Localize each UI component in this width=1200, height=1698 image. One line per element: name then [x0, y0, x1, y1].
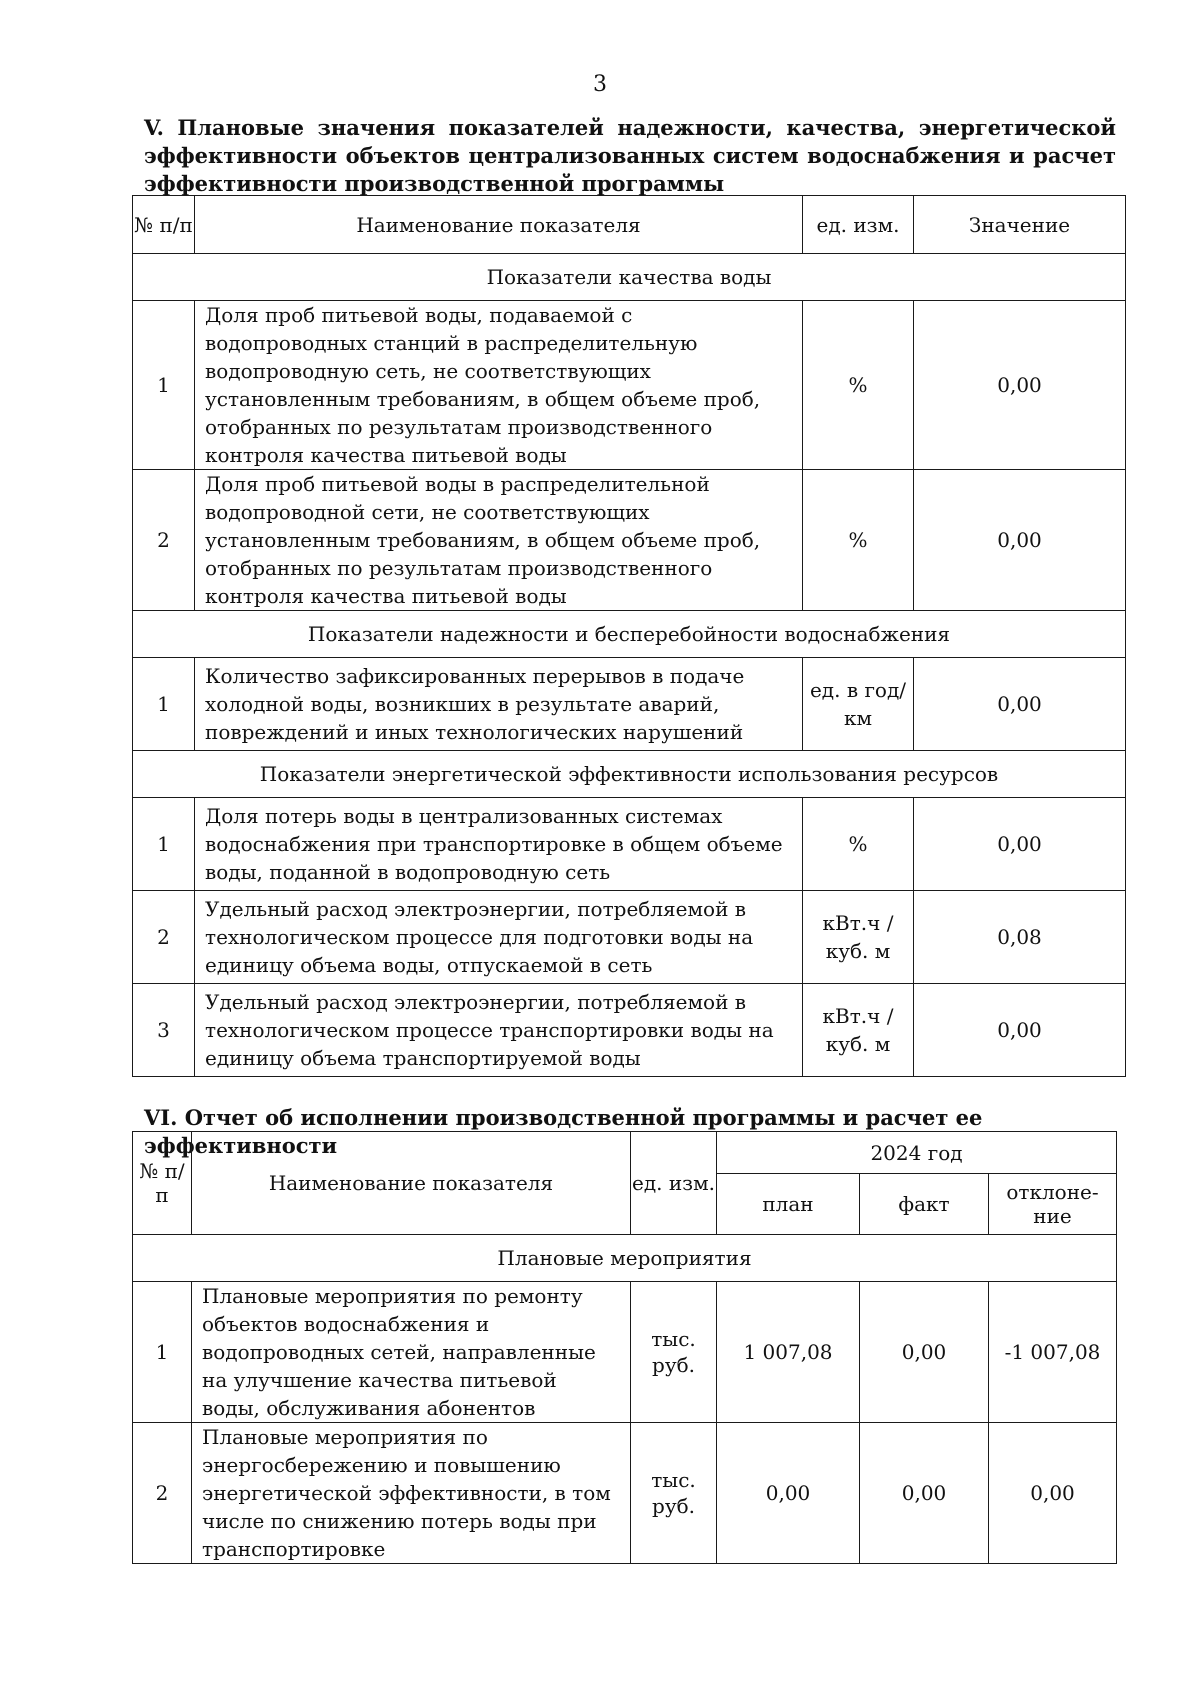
- row-value: 0,00: [914, 470, 1126, 611]
- table-header-row: [133, 196, 1126, 254]
- row-plan: 1 007,08: [717, 1282, 860, 1423]
- row-plan: 0,00: [717, 1423, 860, 1564]
- row-num: 1: [133, 301, 195, 470]
- group-title: Показатели надежности и бесперебойности водоснабжения: [133, 611, 1126, 658]
- row-unit: кВт.ч / куб. м: [803, 984, 914, 1077]
- header-name: Наименование показателя: [195, 196, 803, 254]
- row-name: Удельный расход электроэнергии, потребляемой в технологическом процессе транспортировки воды на единицу объема транспортируемой воды: [195, 984, 803, 1077]
- header-unit: ед. изм.: [631, 1132, 717, 1235]
- row-fact: 0,00: [860, 1282, 989, 1423]
- group-title: Показатели энергетической эффективности использования ресурсов: [133, 751, 1126, 798]
- group-title: Показатели качества воды: [133, 254, 1126, 301]
- header-num: № п/п: [133, 1132, 192, 1235]
- section-5-heading: [144, 114, 1116, 198]
- row-value: 0,00: [914, 658, 1126, 751]
- section-5-heading-line: эффективности производственной программы: [144, 171, 725, 196]
- row-num: 3: [133, 984, 195, 1077]
- row-unit: тыс. руб.: [631, 1282, 717, 1423]
- page-number: 3: [593, 72, 607, 97]
- header-num: № п/п: [133, 196, 195, 254]
- row-unit: %: [803, 301, 914, 470]
- row-num: 2: [133, 1423, 192, 1564]
- row-num: 2: [133, 470, 195, 611]
- header-year: 2024 год: [717, 1132, 1117, 1174]
- group-row: [133, 751, 1126, 798]
- row-unit: %: [803, 470, 914, 611]
- row-name: Доля проб питьевой воды в распределительной водопроводной сети, не соответствующих установленным требованиям, в общем объеме проб, отобранных по результатам производственного контроля качества питьевой воды: [195, 470, 803, 611]
- row-name: Количество зафиксированных перерывов в подаче холодной воды, возникших в результате аварий, повреждений и иных технологических нарушений: [195, 658, 803, 751]
- group-title: Плановые мероприятия: [133, 1235, 1117, 1282]
- row-value: 0,00: [914, 798, 1126, 891]
- table-row: [133, 891, 1126, 984]
- header-plan: план: [717, 1174, 860, 1235]
- section-5-heading-line: эффективности объектов централизованных систем водоснабжения и расчет: [144, 143, 1116, 168]
- indicators-table: [132, 195, 1126, 1077]
- header-deviation: отклоне-ние: [989, 1174, 1117, 1235]
- row-unit: тыс. руб.: [631, 1423, 717, 1564]
- table-row: [133, 658, 1126, 751]
- table-header-row: [133, 1132, 1117, 1174]
- row-num: 1: [133, 658, 195, 751]
- row-unit: кВт.ч / куб. м: [803, 891, 914, 984]
- row-deviation: 0,00: [989, 1423, 1117, 1564]
- table-row: [133, 1282, 1117, 1423]
- header-fact: факт: [860, 1174, 989, 1235]
- header-value: Значение: [914, 196, 1126, 254]
- row-deviation: -1 007,08: [989, 1282, 1117, 1423]
- group-row: [133, 611, 1126, 658]
- row-unit: %: [803, 798, 914, 891]
- row-name: Доля потерь воды в централизованных системах водоснабжения при транспортировке в общем объеме воды, поданной в водопроводную сеть: [195, 798, 803, 891]
- row-fact: 0,00: [860, 1423, 989, 1564]
- header-unit: ед. изм.: [803, 196, 914, 254]
- row-num: 2: [133, 891, 195, 984]
- table-row: [133, 1423, 1117, 1564]
- table-row: [133, 470, 1126, 611]
- row-name: Доля проб питьевой воды, подаваемой с водопроводных станций в распределительную водопроводную сеть, не соответствующих установленным требованиям, в общем объеме проб, отобранных по результатам производственного контроля качества питьевой воды: [195, 301, 803, 470]
- table-row: [133, 301, 1126, 470]
- table-row: [133, 984, 1126, 1077]
- row-value: 0,00: [914, 301, 1126, 470]
- row-name: Удельный расход электроэнергии, потребляемой в технологическом процессе для подготовки воды на единицу объема воды, отпускаемой в сеть: [195, 891, 803, 984]
- row-value: 0,08: [914, 891, 1126, 984]
- row-value: 0,00: [914, 984, 1126, 1077]
- row-name: Плановые мероприятия по энергосбережению и повышению энергетической эффективности, в том числе по снижению потерь воды при транспортировке: [192, 1423, 631, 1564]
- section-5-heading-line: V. Плановые значения показателей надежности, качества, энергетической: [144, 115, 1116, 140]
- header-name: Наименование показателя: [192, 1132, 631, 1235]
- group-row: [133, 1235, 1117, 1282]
- section-6-heading: VI. Отчет об исполнении производственной программы и расчет ее эффективности: [144, 1105, 983, 1158]
- report-table: [132, 1131, 1117, 1564]
- row-unit: ед. в год/ км: [803, 658, 914, 751]
- table-row: [133, 798, 1126, 891]
- row-num: 1: [133, 1282, 192, 1423]
- row-name: Плановые мероприятия по ремонту объектов водоснабжения и водопроводных сетей, направленные на улучшение качества питьевой воды, обслуживания абонентов: [192, 1282, 631, 1423]
- row-num: 1: [133, 798, 195, 891]
- group-row: [133, 254, 1126, 301]
